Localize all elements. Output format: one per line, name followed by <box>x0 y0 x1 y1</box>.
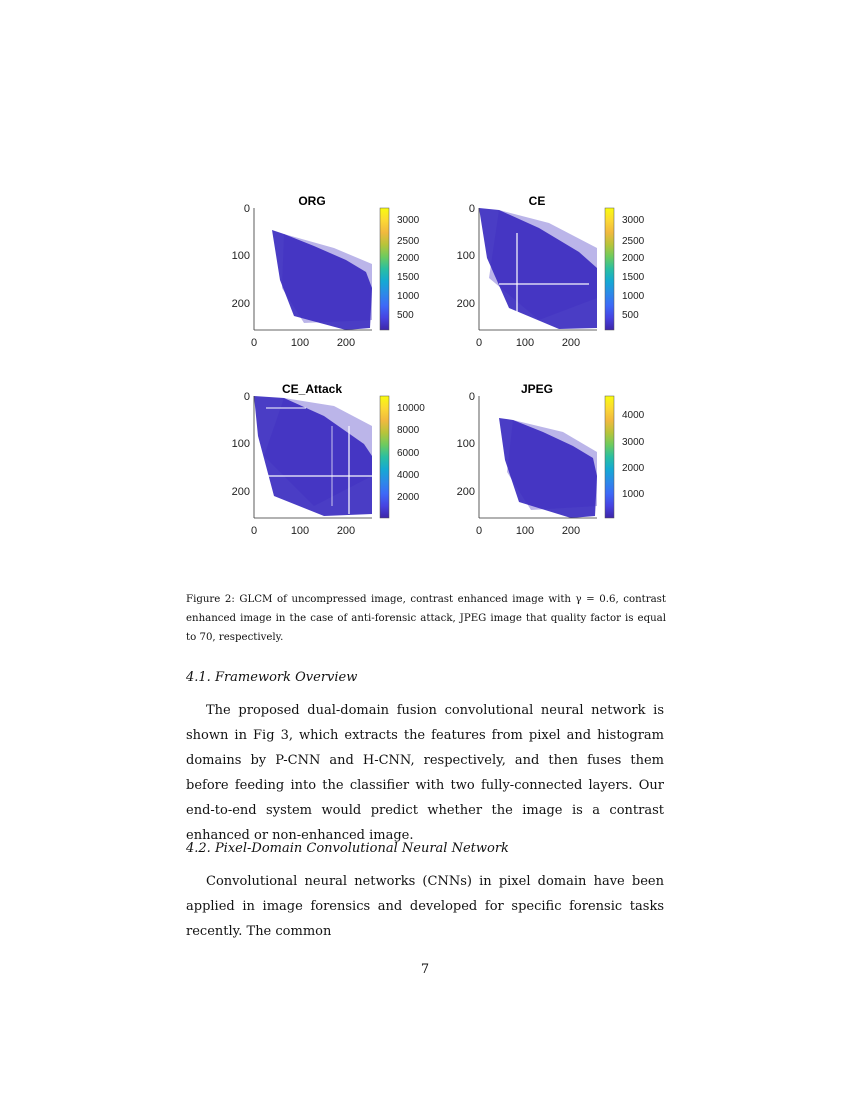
paragraph-pixel-domain: Convolutional neural networks (CNNs) in pixel domain have been applied in image forensics and developed for specific forensic tasks recently. The common <box>186 874 664 939</box>
colorbar-tick: 500 <box>397 310 414 321</box>
colorbar-tick: 1000 <box>622 489 645 500</box>
colorbar-tick: 1500 <box>397 272 420 283</box>
colorbar-tick: 2000 <box>397 253 420 264</box>
paragraph-framework: The proposed dual-domain fusion convolutional neural network is shown in Fig 3, which extracts the features from pixel and histogram domains by P-CNN and H-CNN, respectively, and then fuses them before feeding into the classifier with two fully-connected layers. Our end-to-end system would predict whether the image is a contrast enhanced or non-enhanced image. <box>186 703 664 843</box>
x-tick: 100 <box>290 337 310 349</box>
colorbar-tick: 4000 <box>397 470 420 481</box>
panel-title: CE_Attack <box>281 382 343 396</box>
colorbar <box>605 208 645 330</box>
colorbar-tick: 2000 <box>622 463 645 474</box>
y-tick: 0 <box>468 391 475 403</box>
figure-caption: Figure 2: GLCM of uncompressed image, contrast enhanced image with γ = 0.6, contrast enhanced image in the case of anti-forensic attack, JPEG image that quality factor is equal to 70, respectively. <box>186 594 666 643</box>
glcm-scatter-sparse <box>489 210 597 320</box>
y-tick: 0 <box>243 203 250 215</box>
x-tick: 100 <box>290 525 310 537</box>
colorbar <box>380 208 420 330</box>
colorbar-tick: 1000 <box>397 291 420 302</box>
x-tick: 200 <box>561 337 581 349</box>
section-heading-framework: 4.1. Framework Overview <box>186 670 358 685</box>
y-tick: 0 <box>243 391 250 403</box>
x-tick: 100 <box>515 337 535 349</box>
colorbar-tick: 2500 <box>622 236 645 247</box>
colorbar <box>605 396 645 518</box>
panel-title: ORG <box>298 194 326 208</box>
colorbar-tick: 4000 <box>622 410 645 421</box>
colorbar-tick: 8000 <box>397 425 420 436</box>
x-tick: 200 <box>336 337 356 349</box>
colorbar-tick: 2500 <box>397 236 420 247</box>
colorbar <box>380 396 425 518</box>
x-tick: 0 <box>250 337 258 349</box>
colorbar-tick: 500 <box>622 310 639 321</box>
panel-ce-attack <box>232 382 426 537</box>
colorbar-tick: 1000 <box>622 291 645 302</box>
y-tick: 100 <box>231 250 250 262</box>
colorbar-tick: 10000 <box>397 403 425 414</box>
x-tick: 0 <box>475 337 483 349</box>
x-tick: 100 <box>515 525 535 537</box>
y-tick: 100 <box>231 438 250 450</box>
colorbar-tick: 3000 <box>622 437 645 448</box>
y-tick: 100 <box>456 250 475 262</box>
y-tick: 100 <box>456 438 475 450</box>
y-tick: 200 <box>231 298 250 310</box>
colorbar-tick: 6000 <box>397 448 420 459</box>
x-tick: 0 <box>475 525 483 537</box>
colorbar-tick: 2000 <box>622 253 645 264</box>
y-tick: 0 <box>468 203 475 215</box>
y-tick: 200 <box>456 486 475 498</box>
x-tick: 200 <box>336 525 356 537</box>
panel-title: JPEG <box>520 382 554 396</box>
colorbar-tick: 2000 <box>397 492 420 503</box>
section-heading-pixel-domain: 4.2. Pixel-Domain Convolutional Neural Network <box>186 841 509 856</box>
panel-title: CE <box>528 194 546 208</box>
y-tick: 200 <box>231 486 250 498</box>
panel-ce <box>457 194 645 349</box>
panel-jpeg <box>457 382 645 537</box>
colorbar-tick: 1500 <box>622 272 645 283</box>
x-tick: 0 <box>250 525 258 537</box>
colorbar-tick: 3000 <box>622 215 645 226</box>
page-number: 7 <box>420 962 430 977</box>
colorbar-tick: 3000 <box>397 215 420 226</box>
y-tick: 200 <box>456 298 475 310</box>
panel-org <box>232 194 420 349</box>
x-tick: 200 <box>561 525 581 537</box>
